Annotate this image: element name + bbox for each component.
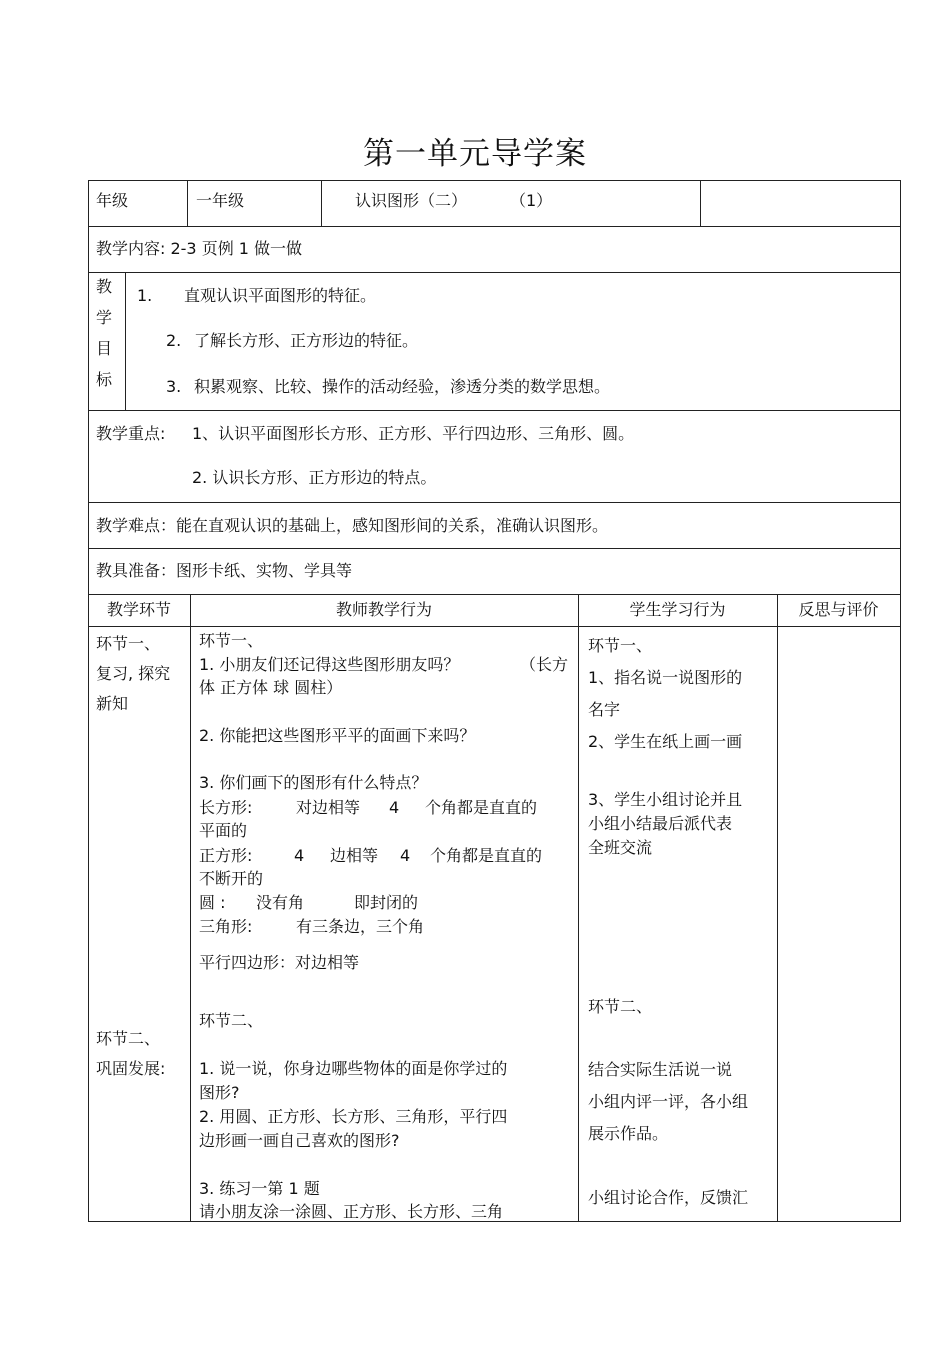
goals-label-char: 标 [96,370,113,389]
student-text: 小组小结最后派代表 [588,814,733,833]
teacher-text: 2. 你能把这些图形平平的面画下来吗？ [199,726,476,745]
table-rule [125,272,126,410]
teacher-text: （长方 [520,655,569,674]
teacher-text: 有三条边，三个角 [296,917,425,936]
teacher-text: 对边相等 [296,798,361,817]
teaching-difficulty: 教学难点：能在直观认识的基础上，感知图形间的关系，准确认识图形。 [96,516,609,535]
teacher-text: 2. 用圆、正方形、长方形、三角形，平行四 [199,1107,508,1126]
teacher-text: 平面的 [199,821,248,840]
goal-number: 3. [166,377,182,396]
student-text: 结合实际生活说一说 [588,1060,733,1079]
teacher-text: 1. 说一说，你身边哪些物体的面是你学过的 [199,1059,508,1078]
teacher-text: 3. 你们画下的图形有什么特点？ [199,773,428,792]
column-header: 教学环节 [106,600,171,619]
table-rule [187,180,188,226]
teacher-text: 个角都是直直的 [430,846,543,865]
teacher-text: 体 正方体 球 圆柱） [199,678,343,697]
column-header: 反思与评价 [798,600,879,619]
table-rule [88,626,901,627]
table-rule [900,180,901,1222]
goals-label-char: 教 [96,277,113,296]
grade-value: 一年级 [196,191,245,210]
teaching-tools: 教具准备：图形卡纸、实物、学具等 [96,561,353,580]
table-rule [578,594,579,1222]
student-text: 小组内评一评，各小组 [588,1092,749,1111]
key-point: 1、认识平面图形长方形、正方形、平行四边形、三角形、圆。 [192,424,635,443]
table-rule [88,548,901,549]
key-points-label: 教学重点: [96,424,166,443]
student-text: 展示作品。 [588,1124,669,1143]
teacher-text: 正方形: [199,846,253,865]
stage-label: 环节二、 [96,1029,161,1048]
teacher-text: 图形? [199,1083,240,1102]
student-text: 全班交流 [588,838,653,857]
teacher-text: 平行四边形：对边相等 [199,953,360,972]
goal-text: 积累观察、比较、操作的活动经验，渗透分类的数学思想。 [194,377,611,396]
teacher-text: 圆 : [199,893,226,912]
teacher-text: 3. 练习一第 1 题 [199,1179,320,1198]
table-rule [777,594,778,1222]
student-text: 2、学生在纸上画一画 [588,732,743,751]
teacher-text: 即封闭的 [354,893,419,912]
table-rule [190,594,191,1222]
stage-label: 新知 [96,694,129,713]
table-rule [88,410,901,411]
teacher-heading: 环节一、 [199,631,264,650]
teacher-text: 不断开的 [199,869,264,888]
student-heading: 环节一、 [588,636,653,655]
student-text: 名字 [588,700,621,719]
table-rule [321,180,322,226]
goals-label-char: 学 [96,308,113,327]
stage-label: 环节一、 [96,634,161,653]
table-rule [88,594,901,595]
stage-label: 巩固发展: [96,1059,166,1078]
student-text: 3、学生小组讨论并且 [588,790,743,809]
column-header: 教师教学行为 [335,600,432,619]
teacher-text: 4 [400,846,411,865]
table-rule [88,180,901,181]
goal-text: 直观认识平面图形的特征。 [184,286,377,305]
teacher-text: 边形画一画自己喜欢的图形? [199,1131,400,1150]
goal-text: 了解长方形、正方形边的特征。 [194,331,419,350]
goal-number: 2. [166,331,182,350]
student-text: 1、指名说一说图形的 [588,668,743,687]
goal-number: 1. [137,286,153,305]
student-text: 小组讨论合作，反馈汇 [588,1188,749,1207]
table-rule [88,180,89,1222]
column-header: 学生学习行为 [629,600,726,619]
grade-label: 年级 [96,191,129,210]
lesson-number: （1） [510,191,553,210]
student-heading: 环节二、 [588,997,653,1016]
teacher-heading: 环节二、 [199,1011,264,1030]
teaching-content: 教学内容: 2-3 页例 1 做一做 [96,239,303,258]
teacher-text: 三角形: [199,917,253,936]
table-rule [88,502,901,503]
table-rule [700,180,701,226]
goals-label-char: 目 [96,339,113,358]
teacher-text: 4 [389,798,400,817]
table-rule [88,272,901,273]
table-rule [88,226,901,227]
teacher-text: 个角都是直直的 [425,798,538,817]
lesson-title: 认识图形（二） [355,191,468,210]
teacher-text: 请小朋友涂一涂圆、正方形、长方形、三角 [199,1202,504,1221]
teacher-text: 没有角 [256,893,305,912]
stage-label: 复习, 探究 [96,664,171,683]
teacher-text: 长方形: [199,798,253,817]
teacher-text: 边相等 [330,846,379,865]
key-point: 2. 认识长方形、正方形边的特点。 [192,468,437,487]
teacher-text: 1. 小朋友们还记得这些图形朋友吗？ [199,655,460,674]
teacher-text: 4 [294,846,305,865]
page-title: 第一单元导学案 [363,136,587,172]
